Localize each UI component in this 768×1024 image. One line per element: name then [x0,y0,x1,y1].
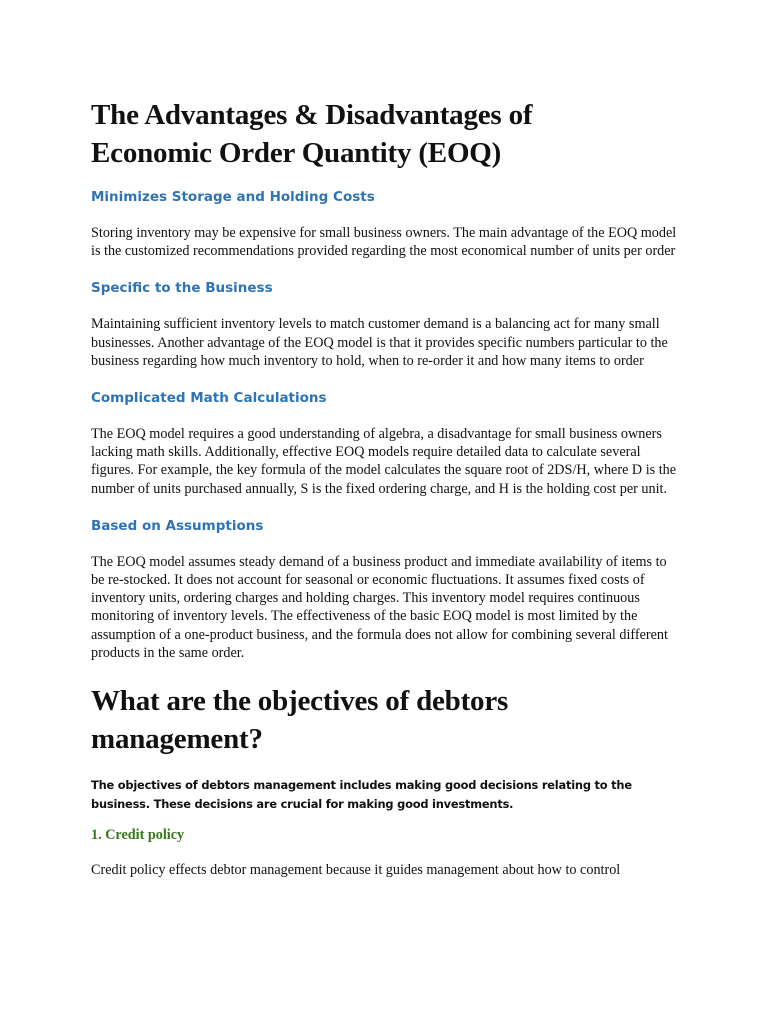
section-body-assumptions: The EOQ model assumes steady demand of a business product and immediate availability of items to be re-stocked. It does not account for seasonal or economic fluctuations. It assumes fixed costs of inventory units, ordering charges and holding charges. This inventory model requires continuous monitoring of inventory levels. The effectiveness of the basic EOQ model is most limited by the assumption of a one-product business, and the formula does not allow for combining several different products in the same order. [91,553,668,661]
section-heading-math-calculations: Complicated Math Calculations [91,390,327,407]
section-body-math-calculations: The EOQ model requires a good understanding of algebra, a disadvantage for small business owners lacking math skills. Additionally, effective EOQ models require detailed data to calculate several figures. For example, the key formula of the model calculates the square root of 2DS/H, where D is the number of units purchased annually, S is the fixed ordering charge, and H is the holding cost per unit. [91,426,677,497]
section-heading-storage-costs: Minimizes Storage and Holding Costs [91,189,375,205]
section-body-specific-business: Maintaining sufficient inventory levels to match customer demand is a balancing act for many small businesses. Another advantage of the EOQ model is that it provides specific numbers particular to the business regarding how much inventory to hold, when to re-order it and how many items to order [91,316,668,369]
credit-policy-heading: 1. Credit policy [91,827,185,844]
section-body-storage-costs: Storing inventory may be expensive for small business owners. The main advantage of the EOQ model is the customized recommendations provided regarding the most economical number of units per order [91,225,677,260]
document-content [91,96,681,879]
debtors-intro: The objectives of debtors management includes making good decisions relating to the business. These decisions are crucial for making good investments. [91,778,632,812]
debtors-management-title: What are the objectives of debtors management? [91,685,509,756]
section-heading-assumptions: Based on Assumptions [91,517,264,534]
credit-policy-body: Credit policy effects debtor management because it guides management about how to control [91,862,621,879]
document-title: The Advantages & Disadvantages of Economic Order Quantity (EOQ) [91,99,533,169]
section-heading-specific-business: Specific to the Business [91,280,273,297]
